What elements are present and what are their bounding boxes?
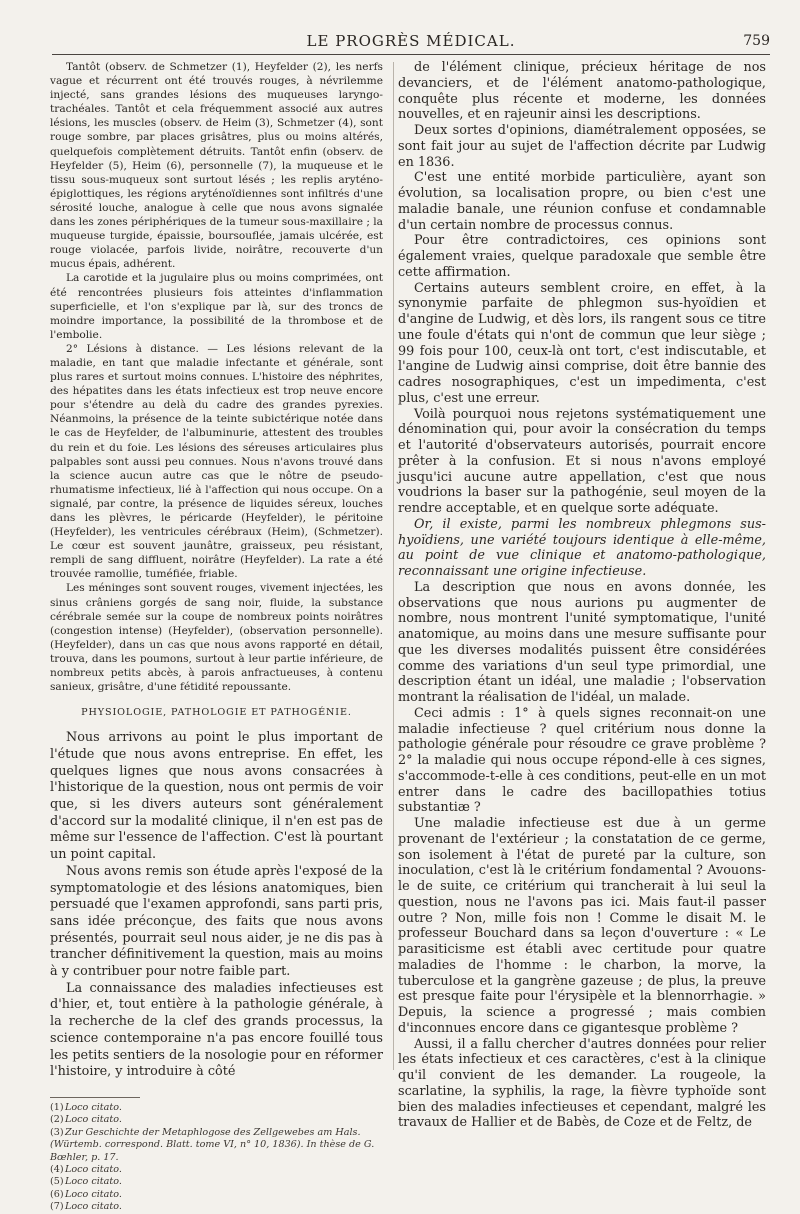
footnote-text: Loco citato. xyxy=(65,1164,122,1176)
footnote-text: Loco citato. xyxy=(65,1188,122,1200)
paragraph: Tantôt (observ. de Schmetzer (1), Heyfelder (2), les nerfs vague et récurrent ont été trouvés rouges, à névrilemme injecté, sans grandes lésions des muqueuses laryngo-trachéales. Tantôt et cela fréquemment associé aux autres lésions, les muscles (observ. de Heim (3), Schmetzer (4), sont rouge sombre, par places grisâtres, plus ou moins altérés, quelquefois complètement détruits. Tantôt enfin (observ. de Heyfelder (5), Heim (6), personnelle (7), la muqueuse et le tissu sous-muqueux sont surtout lésés ; les replis aryténo-épiglottiques, les régions aryténoïdiennes sont infiltrés d'une sérosité louche, analogue à celle que nous avons signalée dans les zones périphériques de la tumeur sous-maxillaire ; la muqueuse turgide, épaissie, boursouflée, jamais ulcérée, est rouge violacée, parfois livide, noirâtre, recouverte d'un mucus épais, adhérent. xyxy=(50,61,383,271)
right-column xyxy=(398,60,766,1131)
page-header xyxy=(52,30,770,55)
paragraph: La description que nous en avons donnée, les observations que nous aurions pu augmenter de nombre, nous montrent l'unité symptomatique, l'unité anatomique, au moins dans une mesure suffisante pour que les diverses modalités puissent être considérées comme des variations d'un seul type primordial, une description étant un idéal, une maladie ; l'observation montrant la réalisation de l'idéal, un malade. xyxy=(398,579,766,705)
paragraph: Nous avons remis son étude après l'exposé de la symptomatologie et des lésions anatomiques, bien persuadé que l'examen approfondi, sans parti pris, sans idée préconçue, des faits que nous avons présentés, pourrait seul nous aider, je ne dis pas à trancher définitivement la question, mais au moins à y contribuer pour notre faible part. xyxy=(50,863,383,980)
footnotes xyxy=(50,1102,383,1214)
footnote-text: Loco citato. xyxy=(65,1201,122,1213)
left-column xyxy=(50,60,383,1214)
footnote-rule xyxy=(50,1097,140,1098)
paragraph: Ceci admis : 1° à quels signes reconnait-on une maladie infectieuse ? quel critérium nous donne la pathologie générale pour résoudre ce grave problème ? 2° la maladie qui nous occupe répond-elle à ces signes, s'accommode-t-elle à ces conditions, peut-elle en un mot entrer dans le cadre des bacillopathies totius substantiæ ? xyxy=(398,705,766,816)
footnote-number: (2) xyxy=(50,1114,64,1126)
footnote xyxy=(50,1164,383,1176)
footnote-number: (5) xyxy=(50,1176,64,1188)
footnote xyxy=(50,1176,383,1188)
footnote xyxy=(50,1102,383,1114)
column-divider xyxy=(393,62,394,1070)
footnote-number: (3) xyxy=(50,1126,64,1138)
paragraph: Or, il existe, parmi les nombreux phlegmons sus-hyoïdiens, une variété toujours identique à elle-même, au point de vue clinique et anatomo-pathologique, reconnaissant une origine infectieuse. xyxy=(398,516,766,579)
paragraph: Pour être contradictoires, ces opinions sont également vraies, quelque paradoxale que semble être cette affirmation. xyxy=(398,233,766,280)
paragraph: Aussi, il a fallu chercher d'autres données pour relier les états infectieux et ces caractères, c'est à la clinique qu'il convient de les demander. La rougeole, la scarlatine, la syphilis, la rage, la fièvre typhoïde sont bien des maladies infectieuses et cependant, malgré les travaux de Hallier et de Babès, de Coze et de Feltz, de xyxy=(398,1036,766,1131)
paragraph: 2° Lésions à distance. — Les lésions relevant de la maladie, en tant que maladie infectante et générale, sont plus rares et surtout moins connues. L'histoire des néphrites, des hépatites dans les états infectieux est trop neuve encore pour s'étendre au delà du cadre des grandes pyrexies. Néanmoins, la présence de la teinte subictérique notée dans le cas de Heyfelder, de l'albuminurie, attestent des troubles du rein et du foie. Les lésions des séreuses articulaires plus palpables sont aussi peu connues. Nous n'avons trouvé dans la science aucun autre cas que le nôtre de pseudo-rhumatisme infectieux, lié à l'affection qui nous occupe. On a signalé, par contre, la présence de liquides séreux, louches dans les plèvres, le péricarde (Heyfelder), le péritoine (Heyfelder), les ventricules cérébraux (Heim), (Schmetzer). Le cœur est souvent jaunâtre, graisseux, peu résistant, rempli de sang diffluent, noirâtre (Heyfelder). La rate a été trouvée ramollie, tuméfiée, friable. xyxy=(50,342,383,581)
running-title: LE PROGRÈS MÉDICAL. xyxy=(306,32,516,50)
paragraph: Nous arrivons au point le plus important de l'étude que nous avons entreprise. En effet, les quelques lignes que nous avons consacrées à l'historique de la question, nous ont permis de voir que, si les divers auteurs sont généralement d'accord sur la modalité clinique, il n'en est pas de même sur l'essence de l'affection. C'est là pourtant un point capital. xyxy=(50,730,383,863)
footnote-text: Loco citato. xyxy=(65,1114,122,1126)
paragraph: La carotide et la jugulaire plus ou moins comprimées, ont été rencontrées plusieurs fois atteintes d'inflammation superficielle, et l'on s'explique par là, sur des troncs de moindre importance, la possibilité de la thrombose et de l'embolie. xyxy=(50,272,383,341)
footnote xyxy=(50,1114,383,1126)
paragraph: La connaissance des maladies infectieuses est d'hier, et, tout entière à la pathologie générale, à la recherche de la clef des grands processus, la science contemporaine n'a pas encore fouillé tous les petits sentiers de la nosologie pour en réformer l'histoire, y introduire à côté xyxy=(50,980,383,1080)
paragraph: Certains auteurs semblent croire, en effet, à la synonymie parfaite de phlegmon sus-hyoïdien et d'angine de Ludwig, et dès lors, ils rangent sous ce titre une foule d'états qui n'ont de commun que leur siège ; 99 fois pour 100, ceux-là ont tort, c'est indiscutable, et l'angine de Ludwig ainsi comprise, doit être bannie des cadres nosographiques, c'est un impedimenta, c'est plus, c'est une erreur. xyxy=(398,280,766,406)
paragraph: Une maladie infectieuse est due à un germe provenant de l'extérieur ; la constatation de ce germe, son isolement à l'état de pureté par la culture, son inoculation, c'est là le critérium fondamental ? Avouons-le de suite, ce critérium qui trancherait à lui seul la question, nous ne l'avons pas ici. Mais faut-il passer outre ? Non, mille fois non ! Comme le disait M. le professeur Bouchard dans sa leçon d'ouverture : « Le parasiticisme est établi avec certitude pour quatre maladies de l'homme : le charbon, la morve, la tuberculose et la gangrène gazeuse ; de plus, la preuve est presque faite pour l'érysipèle et la blennorrhagie. » Depuis, la science a progressé ; mais combien d'inconnues encore dans ce gigantesque problème ? xyxy=(398,816,766,1036)
footnote-number: (7) xyxy=(50,1201,64,1213)
paragraph: C'est une entité morbide particulière, ayant son évolution, sa localisation propre, ou bien c'est une maladie banale, une réunion confuse et condamnable d'un certain nombre de processus connus. xyxy=(398,170,766,233)
paragraph: Voilà pourquoi nous rejetons systématiquement une dénomination qui, pour avoir la consécration du temps et l'autorité d'observateurs autorisés, pourrait encore prêter à la confusion. Et si nous n'avons employé jusqu'ici aucune autre appellation, c'est que nous voudrions la baser sur la pathogénie, seul moyen de la rendre acceptable, et en quelque sorte adéquate. xyxy=(398,406,766,516)
section-heading: PHYSIOLOGIE, PATHOLOGIE ET PATHOGÉNIE. xyxy=(81,707,352,719)
footnote-number: (1) xyxy=(50,1101,64,1113)
footnote xyxy=(50,1189,383,1201)
footnote-text: Loco citato. xyxy=(65,1101,122,1113)
left-bottom-text xyxy=(50,730,383,1081)
footnote-text: Loco citato. xyxy=(65,1176,122,1188)
left-top-text xyxy=(50,60,383,694)
paragraph: de l'élément clinique, précieux héritage de nos devanciers, et de l'élément anatomo-pathologique, conquête plus récente et moderne, les données nouvelles, et en rajeunir ainsi les descriptions. xyxy=(398,60,766,123)
paragraph: Deux sortes d'opinions, diamétralement opposées, se sont fait jour au sujet de l'affection décrite par Ludwig en 1836. xyxy=(398,123,766,170)
footnote xyxy=(50,1127,383,1164)
paragraph: Les méninges sont souvent rouges, vivement injectées, les sinus crâniens gorgés de sang noir, fluide, la substance cérébrale semée sur la coupe de nombreux points noirâtres (congestion intense) (Heyfelder), (observation personnelle). (Heyfelder), dans un cas que nous avons rapporté en détail, trouva, dans les poumons, surtout à leur partie inférieure, de nombreux petits abcès, à parois anfractueuses, à contenu sanieux, grisâtre, d'une fétidité repoussante. xyxy=(50,582,383,694)
footnote-number: (6) xyxy=(50,1188,64,1200)
page-number: 759 xyxy=(743,33,770,49)
footnote-number: (4) xyxy=(50,1164,64,1176)
footnote xyxy=(50,1201,383,1213)
footnote-text: Zur Geschichte der Metaphlogose des Zellgewebes am Hals. (Würtemb. correspond. Blatt. tome VI, n° 10, 1836). In thèse de G. Bœhler, p. 17. xyxy=(50,1126,375,1163)
